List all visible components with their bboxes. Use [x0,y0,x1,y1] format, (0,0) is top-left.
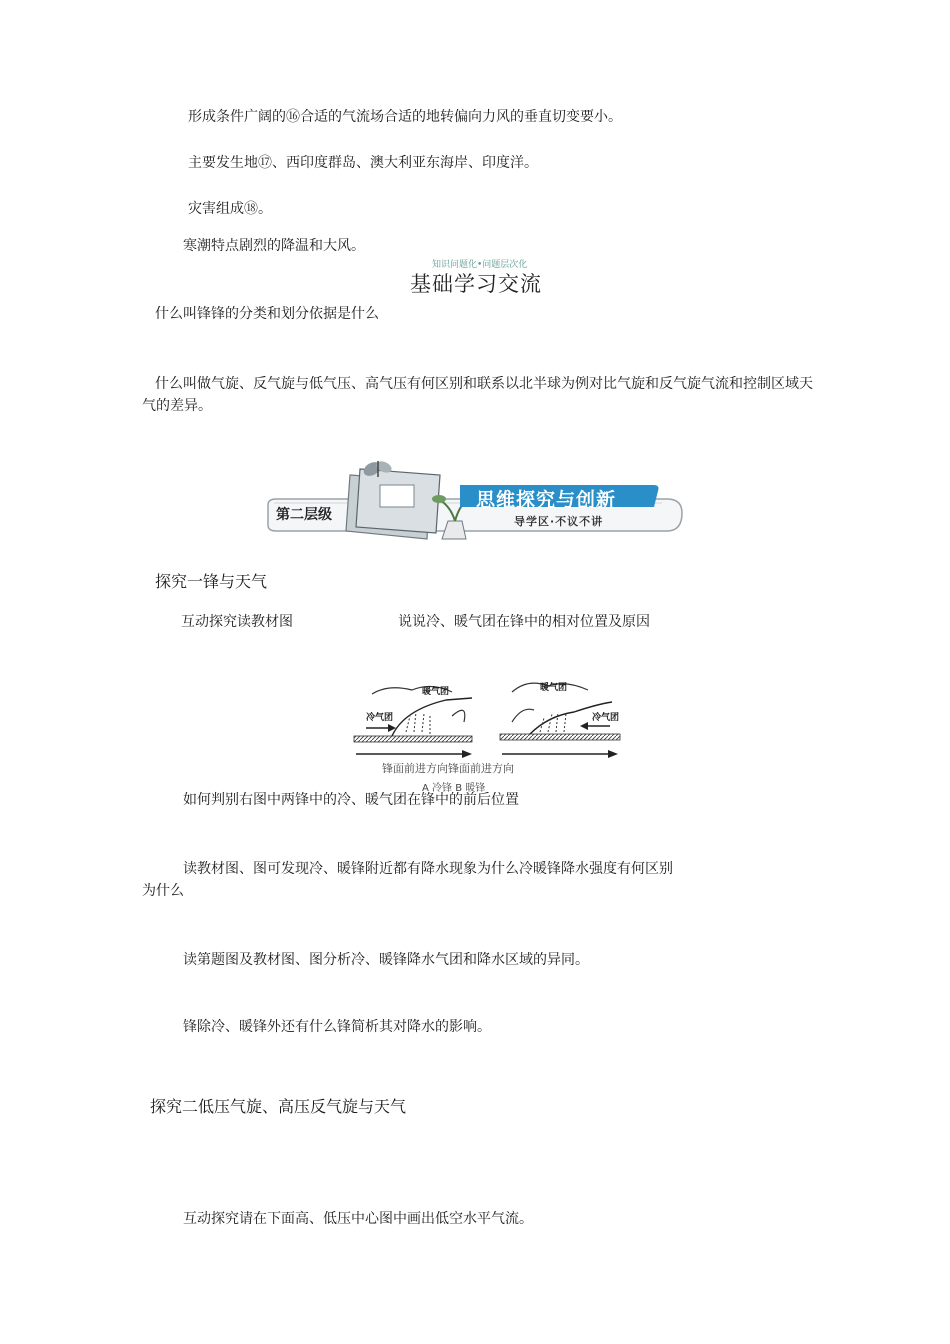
explore-one-question-3: 读第题图及教材图、图分析冷、暖锋降水气团和降水区域的异同。 [183,952,589,968]
explore-one-prompt-end [398,612,650,630]
text-line-cold-wave: 寒潮特点剧烈的降温和大风。 [183,238,365,254]
warm-air-label-right: 暖气团 [540,683,568,693]
explore-two-title: 探究二低压气旋、高压反气旋与天气 [150,1097,407,1116]
cold-air-label-left: 冷气团 [366,713,394,723]
section-subtitle: 知识问题化•问题层次化 [432,260,528,270]
explore-one-title: 探究一锋与天气 [155,572,268,591]
figure-subcaption: A 冷锋 B 暖锋 [422,783,486,794]
text-line-disaster: 灾害组成⑱。 [188,201,272,217]
explore-one-prompt-a: 互动探究读教材图 [181,614,293,630]
cold-air-label-right: 冷气团 [592,713,620,723]
front-diagram [352,676,624,794]
explore-one-prompt-b: 说说冷、暖气团在锋中的相对位置及原因 [398,614,650,630]
question-cyclone-line2: 气的差异。 [142,398,212,414]
book-icon [346,469,440,539]
text-line-formation: 形成条件广阔的⑯合适的气流场合适的地转偏向力风的垂直切变要小。 [188,109,622,125]
explore-two-prompt: 互动探究请在下面高、低压中心图中画出低空水平气流。 [183,1211,533,1227]
explore-one-question-2a: 读教材图、图可发现冷、暖锋附近都有降水现象为什么冷暖锋降水强度有何区别 [183,861,673,877]
question-cyclone-line1: 什么叫做气旋、反气旋与低气压、高气压有何区别和联系以北半球为例对比气旋和反气旋气流和控制区域天 [155,376,813,392]
explore-one-question-4: 锋除冷、暖锋外还有什么锋简析其对降水的影响。 [183,1019,491,1035]
explore-one-prompt-start [181,612,293,630]
question-front: 什么叫锋锋的分类和划分依据是什么 [155,306,379,322]
banner-title: 思维探究与创新 [476,489,617,511]
explore-one-question-1: 如何判别右图中两锋中的冷、暖气团在锋中的前后位置 [183,792,519,808]
level-banner [262,455,688,547]
section-title: 基础学习交流 [410,272,542,296]
banner-level: 第二层级 [276,507,332,523]
figure-caption: 锋面前进方向锋面前进方向 [382,762,514,775]
banner-subtitle: 导学区·不议不讲 [514,515,604,528]
explore-one-question-2b: 为什么 [142,883,184,899]
warm-air-label-left: 暖气团 [422,687,450,697]
banner-graphic [262,455,688,547]
text-line-region: 主要发生地⑰、西印度群岛、澳大利亚东海岸、印度洋。 [188,155,538,171]
